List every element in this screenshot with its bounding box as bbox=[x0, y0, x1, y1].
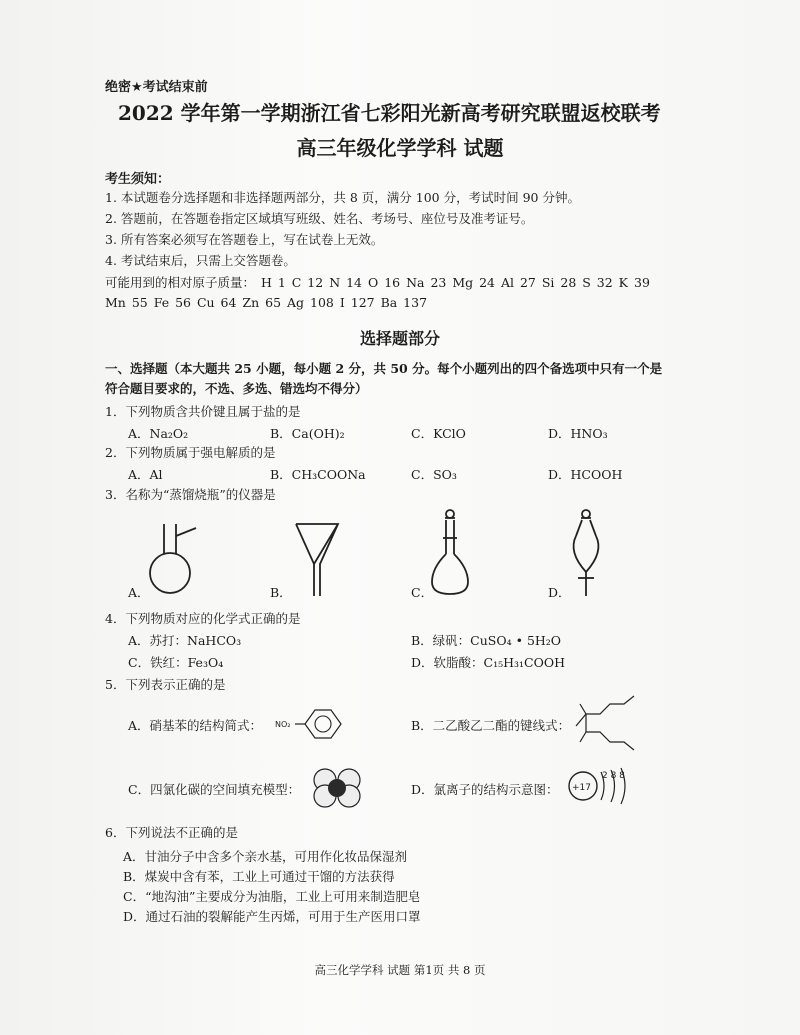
option-c: C． bbox=[411, 585, 434, 600]
option-c: C．“地沟油”主要成分为油脂，工业上可用来制造肥皂 bbox=[123, 889, 421, 904]
option-b: B．煤炭中含有苯，工业上可通过干馏的方法获得 bbox=[123, 869, 395, 884]
section-instructions: 符合题目要求的，不选、多选、错选均不得分） bbox=[105, 381, 368, 396]
option-a: A．苏打：NaHCO₃ bbox=[128, 633, 242, 648]
option-a: A．Al bbox=[128, 467, 163, 482]
option-d: D．软脂酸：C₁₅H₃₁COOH bbox=[411, 655, 565, 670]
option-d: D．通过石油的裂解能产生丙烯，可用于生产医用口罩 bbox=[123, 909, 421, 924]
option-b: B． bbox=[270, 585, 292, 600]
option-d: D． bbox=[548, 585, 571, 600]
atomic-masses: Mn 55 Fe 56 Cu 64 Zn 65 Ag 108 I 127 Ba 137 bbox=[105, 295, 428, 310]
option-c: C．SO₃ bbox=[411, 467, 457, 482]
chloride-ion-diagram-icon bbox=[565, 764, 637, 808]
ccl4-space-filling-model-icon bbox=[312, 764, 362, 810]
option-d: D．HCOOH bbox=[548, 467, 623, 482]
option-a: A．甘油分子中含多个亲水基，可用作化妆品保湿剂 bbox=[123, 849, 408, 864]
atomic-masses: 可能用到的相对原子质量： H 1 C 12 N 14 O 16 Na 23 Mg 24 Al 27 Si 28 S 32 K 39 bbox=[105, 275, 650, 290]
option-a: A．Na₂O₂ bbox=[128, 426, 189, 441]
option-c: C．铁红：Fe₃O₄ bbox=[128, 655, 224, 670]
nucleus-charge-label: +17 bbox=[572, 783, 591, 793]
option-b: B．二乙酸乙二酯的键线式： bbox=[411, 718, 571, 733]
distillation-flask-icon bbox=[146, 518, 206, 596]
diester-skeletal-formula-icon bbox=[572, 692, 638, 752]
option-d: D．氯离子的结构示意图： bbox=[411, 782, 559, 797]
notice-item: 4. 考试结束后，只需上交答题卷。 bbox=[105, 253, 296, 268]
option-b: B．Ca(OH)₂ bbox=[270, 426, 345, 441]
question-stem: 5．下列表示正确的是 bbox=[105, 677, 226, 692]
option-c: C．四氯化碳的空间填充模型： bbox=[128, 782, 301, 797]
separatory-funnel-icon bbox=[562, 508, 610, 598]
question-stem: 2．下列物质属于强电解质的是 bbox=[105, 445, 276, 460]
option-d: D．HNO₃ bbox=[548, 426, 608, 441]
question-stem: 1．下列物质含共价键且属于盐的是 bbox=[105, 404, 301, 419]
volumetric-flask-icon bbox=[428, 508, 472, 598]
nitro-group-label: NO₂ bbox=[275, 720, 291, 729]
option-c: C．KClO bbox=[411, 426, 466, 441]
question-stem: 6．下列说法不正确的是 bbox=[105, 825, 238, 840]
exam-subtitle: 高三年级化学学科 试题 bbox=[296, 136, 504, 160]
option-a: A．硝基苯的结构简式： bbox=[128, 718, 263, 733]
confidential-label: 绝密★考试结束前 bbox=[105, 80, 208, 95]
electron-shells-label: 2 8 8 bbox=[602, 771, 625, 781]
option-b: B．CH₃COONa bbox=[270, 467, 366, 482]
notice-item: 2. 答题前，在答题卷指定区域填写班级、姓名、考场号、座位号及准考证号。 bbox=[105, 211, 534, 226]
notice-item: 1. 本试题卷分选择题和非选择题两部分，共 8 页，满分 100 分，考试时间 90 分钟。 bbox=[105, 190, 580, 205]
notice-heading: 考生须知： bbox=[105, 172, 171, 187]
nitrobenzene-structure-icon bbox=[275, 704, 347, 744]
section-instructions: 一、选择题（本大题共 25 小题，每小题 2 分，共 50 分。每个小题列出的四个备选项中只有一个是 bbox=[105, 361, 663, 376]
notice-item: 3. 所有答案必须写在答题卷上，写在试卷上无效。 bbox=[105, 232, 384, 247]
exam-title: 2022 学年第一学期浙江省七彩阳光新高考研究联盟返校联考 bbox=[118, 101, 661, 125]
option-b: B．绿矾：CuSO₄ • 5H₂O bbox=[411, 633, 562, 648]
option-a: A． bbox=[128, 585, 150, 600]
question-stem: 4．下列物质对应的化学式正确的是 bbox=[105, 611, 301, 626]
section-title: 选择题部分 bbox=[359, 329, 440, 348]
question-stem: 3．名称为“蒸馏烧瓶”的仪器是 bbox=[105, 487, 276, 502]
funnel-icon bbox=[292, 520, 342, 598]
page-footer: 高三化学学科 试题 第1页 共 8 页 bbox=[314, 963, 486, 977]
